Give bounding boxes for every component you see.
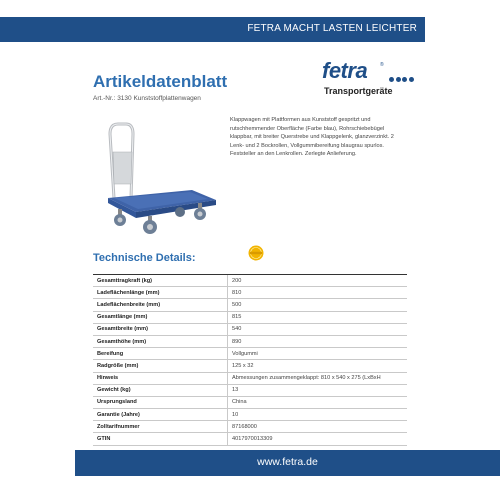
spec-value: 87168000: [228, 421, 408, 433]
spec-label: Garantie (Jahre): [93, 409, 228, 421]
spec-value: 13: [228, 384, 408, 396]
product-image: [100, 112, 220, 237]
spec-value: 200: [228, 275, 408, 287]
header-slogan: FETRA MACHT LASTEN LEICHTER: [247, 23, 417, 34]
table-row: [93, 311, 407, 323]
spec-value: 125 x 32: [228, 360, 408, 372]
table-row: [93, 335, 407, 347]
table-row: [93, 299, 407, 311]
product-description: Klappwagen mit Plattformen aus Kunststoff gespritzt und rutschhemmender Oberfläche (Farbe blau), Rohrschiebebügel klappbar, mit breiter Querstrebe und Klappgelenk, glanzverzinkt. 2 Lenk- und 2 Bockrollen, Vollgummibereifung blaugrau spurlos. Feststeller an den Lenkrollen. Zerlegte Anlieferung.: [230, 117, 394, 158]
spec-label: Hinweis: [93, 372, 228, 384]
spec-label: GTIN: [93, 433, 228, 445]
footer-website-link[interactable]: www.fetra.de: [257, 456, 318, 468]
table-row: [93, 396, 407, 408]
spec-label: Ladeflächenbreite (mm): [93, 299, 228, 311]
fetra-logo: [316, 58, 416, 100]
table-row: [93, 384, 407, 396]
logo-dots-icon: [389, 69, 419, 77]
spec-label: Gewicht (kg): [93, 384, 228, 396]
spec-value: 540: [228, 323, 408, 335]
table-row: [93, 323, 407, 335]
spec-value: 890: [228, 335, 408, 347]
spec-label: Zolltarifnummer: [93, 421, 228, 433]
spec-label: Gesamthöhe (mm): [93, 335, 228, 347]
spec-label: Bereifung: [93, 348, 228, 360]
spec-label: Gesamtbreite (mm): [93, 323, 228, 335]
spec-label: Gesamtlänge (mm): [93, 311, 228, 323]
page-title: Artikeldatenblatt: [93, 72, 228, 91]
spec-value: 4017970013309: [228, 433, 408, 445]
spec-value: Abmessungen zusammengeklappt: 810 x 540 x 275 (LxBxH: [228, 372, 408, 384]
logo-registered-mark: ®: [380, 62, 384, 68]
table-row: [93, 275, 407, 287]
spec-label: Ladeflächenlänge (mm): [93, 287, 228, 299]
table-row: [93, 409, 407, 421]
spec-value: 500: [228, 299, 408, 311]
logo-wordmark: fetra: [322, 58, 368, 83]
spec-value: 815: [228, 311, 408, 323]
spec-label: Gesamttragkraft (kg): [93, 275, 228, 287]
table-row: [93, 287, 407, 299]
article-number: Art.-Nr.: 3130 Kunststoffplattenwagen: [93, 95, 201, 102]
spec-value: 810: [228, 287, 408, 299]
spec-value: China: [228, 396, 408, 408]
table-row: [93, 360, 407, 372]
spec-value: Vollgummi: [228, 348, 408, 360]
technical-details-heading: Technische Details:: [93, 252, 196, 264]
table-row: [93, 433, 407, 445]
table-row: [93, 348, 407, 360]
quality-seal-icon: [248, 245, 264, 261]
spec-table: [93, 274, 407, 446]
header-bar: [0, 17, 425, 42]
spec-label: Ursprungsland: [93, 396, 228, 408]
spec-label: Radgröße (mm): [93, 360, 228, 372]
logo-subtitle: Transportgeräte: [324, 86, 393, 96]
spec-value: 10: [228, 409, 408, 421]
table-row: [93, 372, 407, 384]
table-row: [93, 421, 407, 433]
footer-bar: [75, 450, 500, 476]
